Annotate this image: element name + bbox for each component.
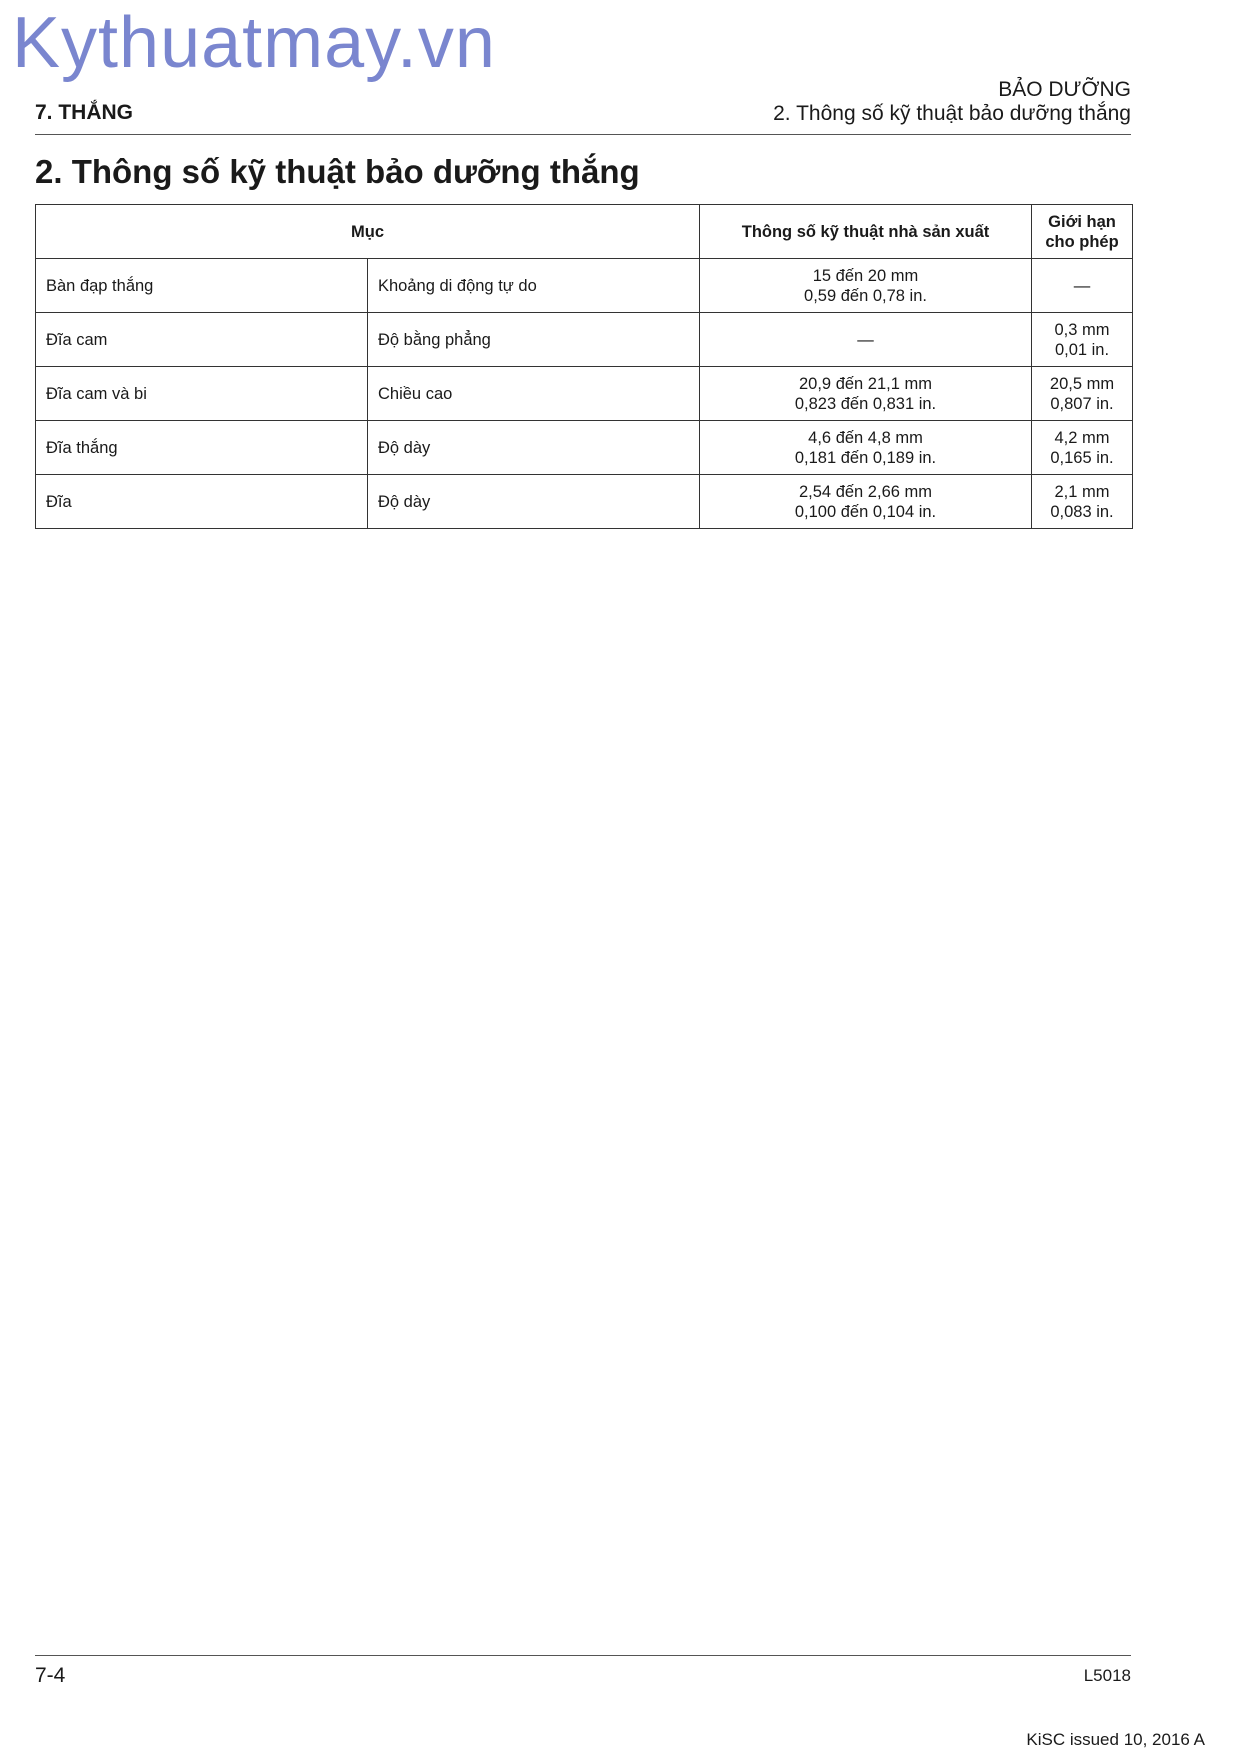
header-divider <box>35 134 1131 135</box>
footer-divider <box>35 1655 1131 1656</box>
limit-imperial: 0,165 in. <box>1050 448 1114 467</box>
cell-item: Bàn đạp thắng <box>36 259 368 313</box>
table-row <box>36 421 1133 475</box>
table-header-row <box>36 205 1133 259</box>
spec-metric: 20,9 đến 21,1 mm <box>799 374 932 393</box>
spec-imperial: 0,181 đến 0,189 in. <box>794 448 937 467</box>
watermark-logo: Kythuatmay.vn <box>12 3 496 83</box>
spec-metric: 4,6 đến 4,8 mm <box>808 428 923 447</box>
limit-metric: 0,3 mm <box>1054 320 1110 339</box>
cell-limit <box>1032 313 1133 367</box>
spec-metric: 2,54 đến 2,66 mm <box>799 482 932 501</box>
chapter-header: 7. THẮNG <box>35 101 134 124</box>
limit-metric: 2,1 mm <box>1054 482 1110 501</box>
header-factory-spec: Thông số kỹ thuật nhà sản xuất <box>700 205 1032 259</box>
cell-limit <box>1032 475 1133 529</box>
cell-property: Chiều cao <box>368 367 700 421</box>
limit-imperial: 0,01 in. <box>1054 340 1110 359</box>
limit-metric: — <box>1073 276 1091 295</box>
cell-factory-spec <box>700 313 1032 367</box>
page-number: 7-4 <box>35 1664 66 1687</box>
spec-metric: 15 đến 20 mm <box>812 266 919 285</box>
cell-property: Độ bằng phẳng <box>368 313 700 367</box>
cell-property: Độ dày <box>368 475 700 529</box>
section-title: BẢO DƯỠNG <box>998 78 1131 101</box>
limit-metric: 20,5 mm <box>1049 374 1115 393</box>
cell-limit <box>1032 367 1133 421</box>
issue-stamp: KiSC issued 10, 2016 A <box>1026 1730 1205 1749</box>
cell-item: Đĩa cam <box>36 313 368 367</box>
maintenance-spec-table <box>35 204 1133 529</box>
header-limit-line1: Giới hạn <box>1048 212 1116 231</box>
header-allowable-limit <box>1032 205 1133 259</box>
limit-imperial: 0,083 in. <box>1050 502 1114 521</box>
cell-limit <box>1032 421 1133 475</box>
subsection-title: 2. Thông số kỹ thuật bảo dưỡng thắng <box>773 102 1131 125</box>
cell-property: Độ dày <box>368 421 700 475</box>
limit-metric: 4,2 mm <box>1054 428 1110 447</box>
cell-item: Đĩa cam và bi <box>36 367 368 421</box>
cell-property: Khoảng di động tự do <box>368 259 700 313</box>
header-limit-line2: cho phép <box>1045 232 1119 251</box>
cell-factory-spec <box>700 421 1032 475</box>
spec-imperial: 0,823 đến 0,831 in. <box>794 394 937 413</box>
table-row <box>36 367 1133 421</box>
cell-factory-spec <box>700 367 1032 421</box>
spec-metric: — <box>857 330 874 349</box>
cell-item: Đĩa thắng <box>36 421 368 475</box>
table-row <box>36 259 1133 313</box>
header-item: Mục <box>36 205 700 259</box>
cell-factory-spec <box>700 475 1032 529</box>
cell-item: Đĩa <box>36 475 368 529</box>
limit-imperial: 0,807 in. <box>1050 394 1114 413</box>
section-header <box>773 78 1131 126</box>
model-code: L5018 <box>1083 1666 1131 1685</box>
cell-factory-spec <box>700 259 1032 313</box>
cell-limit <box>1032 259 1133 313</box>
table-row <box>36 313 1133 367</box>
page-title: 2. Thông số kỹ thuật bảo dưỡng thắng <box>35 153 640 190</box>
spec-imperial: 0,100 đến 0,104 in. <box>794 502 937 521</box>
spec-imperial: 0,59 đến 0,78 in. <box>804 286 927 305</box>
table-row <box>36 475 1133 529</box>
